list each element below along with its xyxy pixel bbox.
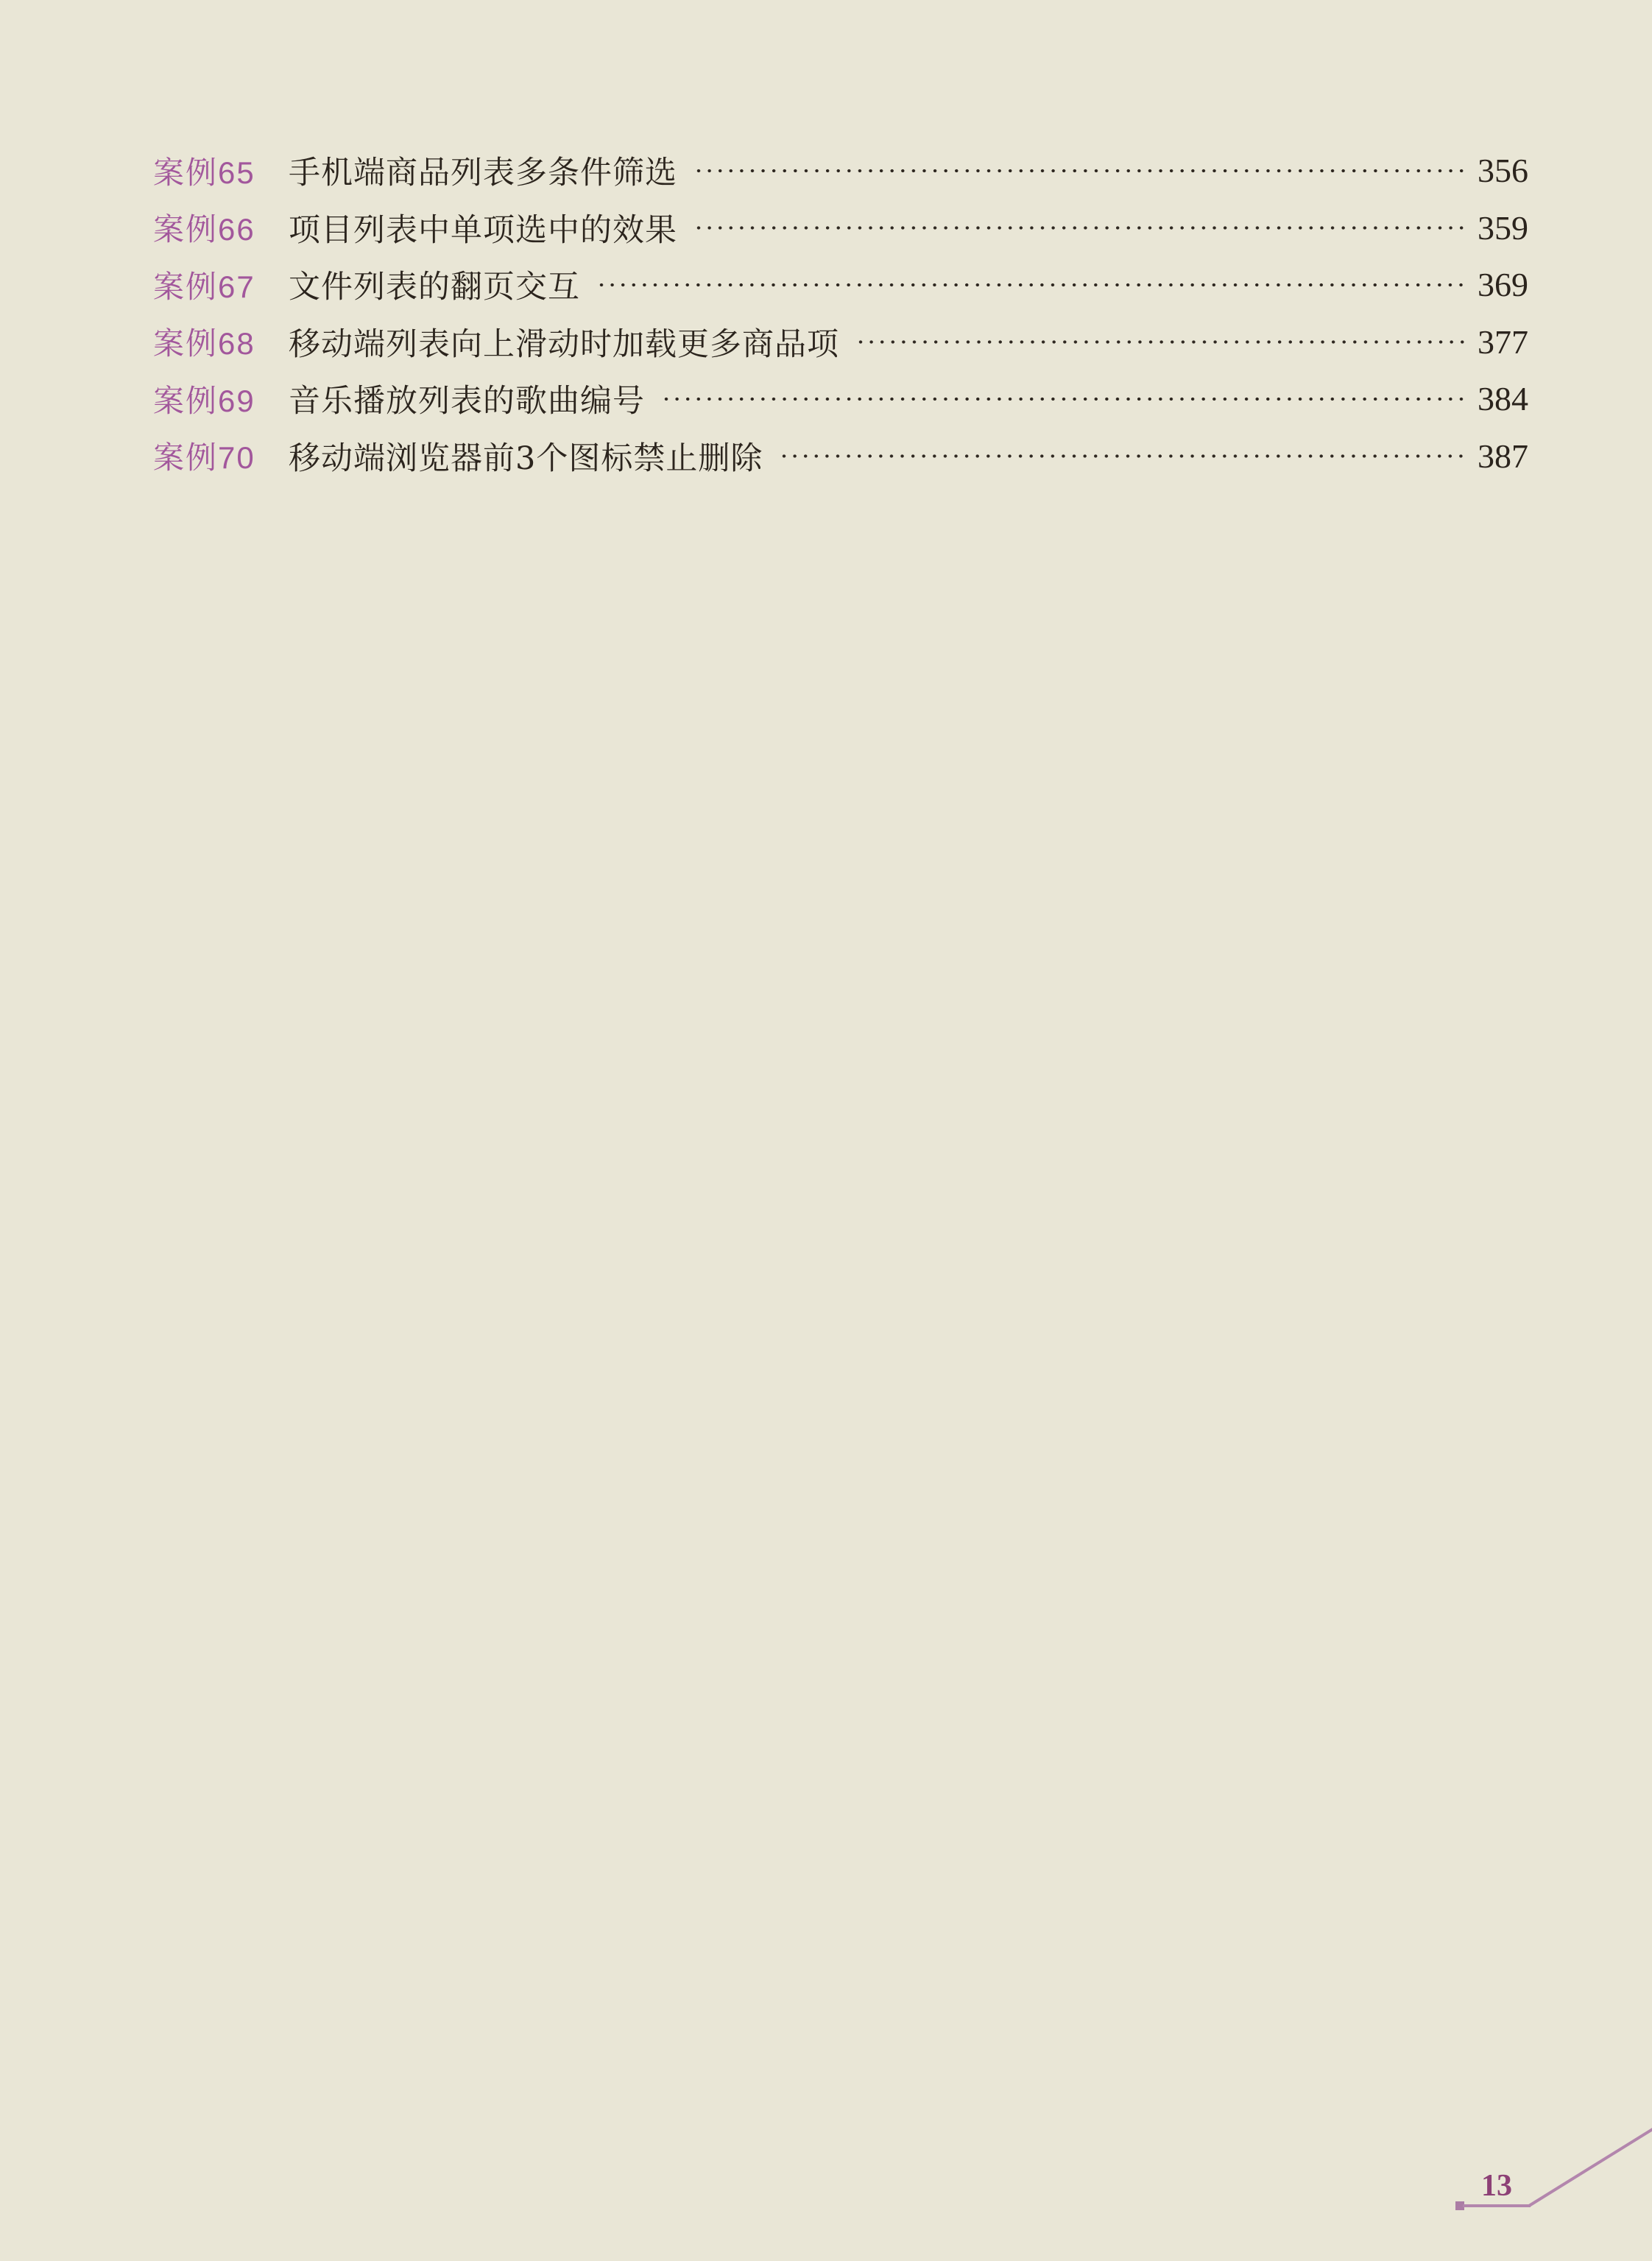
toc-entry-title: 文件列表的翻页交互 [289,269,580,306]
toc-entry-title: 项目列表中单项选中的效果 [289,211,677,249]
toc-entry-page-number: 387 [1478,437,1528,475]
dot-leader [693,200,1468,257]
toc-entry [153,142,1528,200]
footer-horizontal-rule [1463,2204,1531,2207]
dot-leader [855,314,1468,371]
toc-entry-title: 音乐播放列表的歌曲编号 [289,383,645,420]
toc-entry-page-number: 369 [1478,266,1528,304]
toc-entry-case-label: 案例69 [153,383,255,418]
toc-entry [153,256,1528,314]
footer-diagonal-rule [1528,2128,1652,2207]
dot-leader [661,370,1468,428]
toc-entry-case-label: 案例70 [153,440,255,476]
dot-leader [779,428,1468,485]
dot-leader [693,142,1468,200]
toc-entry-case-label: 案例67 [153,269,255,304]
toc-entry-case-label: 案例65 [153,155,255,190]
toc-entry-title: 移动端浏览器前3个图标禁止删除 [289,440,763,477]
toc-entry-page-number: 359 [1478,208,1528,247]
dot-leader [596,256,1468,314]
toc-entry-page-number: 356 [1478,152,1528,190]
toc-list [153,142,1528,484]
toc-entry-page-number: 377 [1478,322,1528,361]
toc-entry-case-label: 案例68 [153,326,255,361]
toc-entry-title: 手机端商品列表多条件筛选 [289,155,677,192]
toc-entry [153,200,1528,257]
toc-entry [153,370,1528,428]
toc-entry-page-number: 384 [1478,380,1528,418]
toc-entry-case-label: 案例66 [153,212,255,247]
toc-entry [153,314,1528,371]
toc-entry-title: 移动端列表向上滑动时加载更多商品项 [289,325,839,363]
folio-page-number: 13 [1481,2169,1512,2203]
toc-entry [153,428,1528,485]
